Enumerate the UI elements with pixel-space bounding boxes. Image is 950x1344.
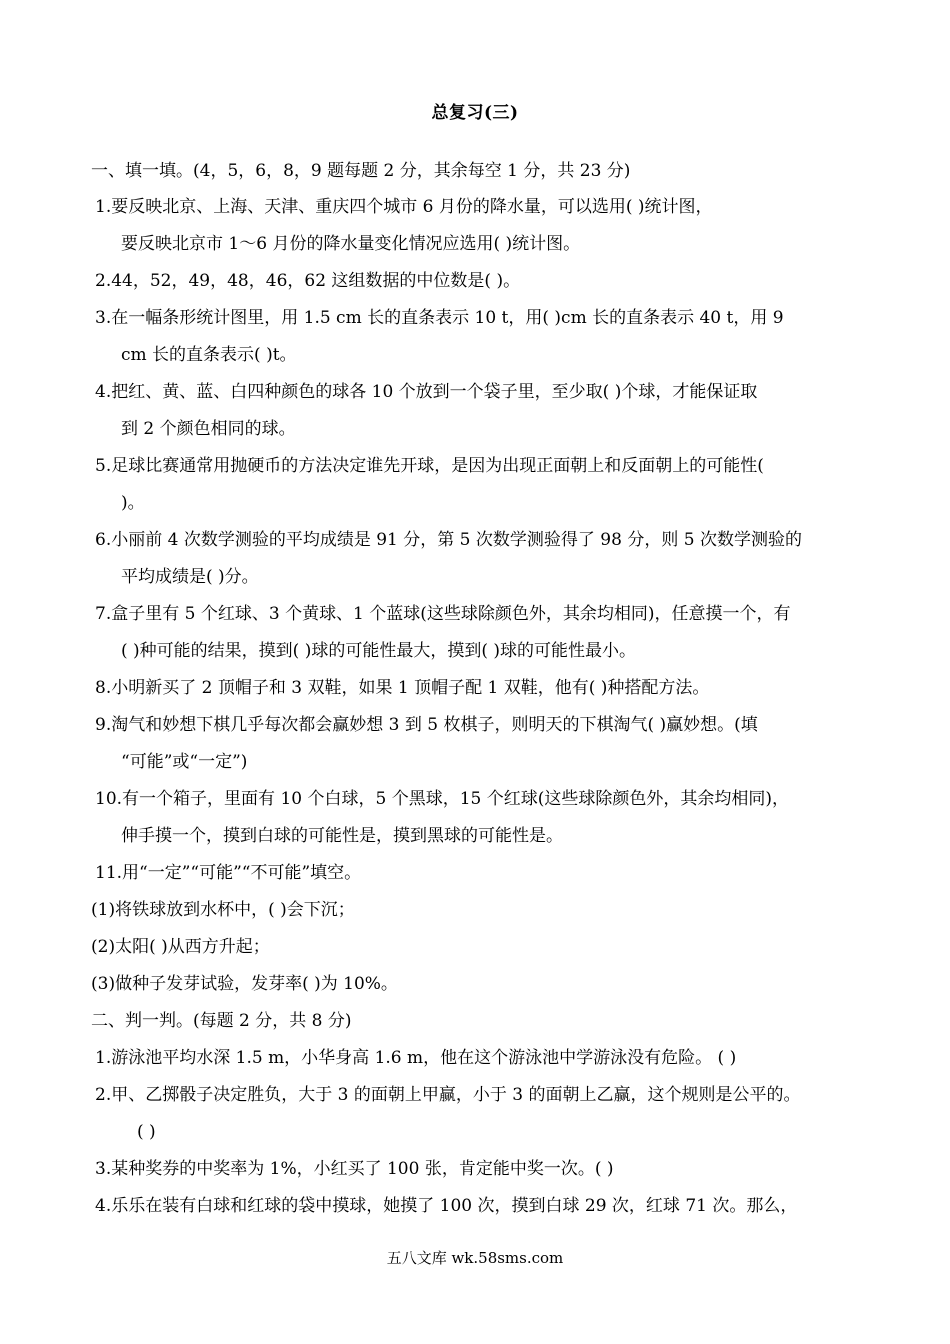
judge-question-2-line-2: ( ) [137, 1122, 156, 1142]
question-5-line-1: 5.足球比赛通常用抛硬币的方法决定谁先开球，是因为出现正面朝上和反面朝上的可能性( [95, 456, 764, 476]
question-7-line-2: ( )种可能的结果，摸到( )球的可能性最大，摸到( )球的可能性最小。 [121, 641, 637, 661]
question-11-sub-2: (2)太阳( )从西方升起； [91, 937, 270, 957]
question-10-line-1: 10.有一个箱子，里面有 10 个白球，5 个黑球，15 个红球(这些球除颜色外，其余均相同)， [95, 789, 789, 809]
question-10-line-2: 伸手摸一个，摸到白球的可能性是，摸到黑球的可能性是。 [121, 826, 563, 846]
section-heading-fill-in: 一、填一填。(4，5，6，8，9 题每题 2 分，其余每空 1 分，共 23 分) [91, 161, 631, 181]
question-4-line-2: 到 2 个颜色相同的球。 [121, 419, 296, 439]
judge-question-2-line-1: 2.甲、乙掷骰子决定胜负，大于 3 的面朝上甲赢，小于 3 的面朝上乙赢，这个规则是公平的。 [95, 1085, 801, 1105]
judge-question-3: 3.某种奖券的中奖率为 1%，小红买了 100 张，肯定能中奖一次。( ) [95, 1159, 614, 1179]
question-3-line-1: 3.在一幅条形统计图里，用 1.5 cm 长的直条表示 10 t，用( )cm 长的直条表示 40 t，用 9 [95, 308, 784, 328]
question-9-line-1: 9.淘气和妙想下棋几乎每次都会赢妙想 3 到 5 枚棋子，则明天的下棋淘气( )赢妙想。(填 [95, 715, 758, 735]
footer-watermark: 五八文库 wk.58sms.com [386, 1249, 564, 1267]
judge-question-1: 1.游泳池平均水深 1.5 m，小华身高 1.6 m，他在这个游泳池中学游泳没有危险。 ( ) [95, 1048, 737, 1068]
question-1-line-2: 要反映北京市 1～6 月份的降水量变化情况应选用( )统计图。 [121, 234, 581, 254]
question-8-line-1: 8.小明新买了 2 顶帽子和 3 双鞋，如果 1 顶帽子配 1 双鞋，他有( )种搭配方法。 [95, 678, 710, 698]
page-title: 总复习(三) [431, 103, 519, 123]
question-4-line-1: 4.把红、黄、蓝、白四种颜色的球各 10 个放到一个袋子里，至少取( )个球，才能保证取 [95, 382, 758, 402]
question-11-sub-3: (3)做种子发芽试验，发芽率( )为 10%。 [91, 974, 398, 994]
question-9-line-2: “可能”或“一定”) [121, 752, 248, 772]
question-5-line-2: )。 [121, 493, 145, 513]
question-2-line-1: 2.44，52，49，48，46，62 这组数据的中位数是( )。 [95, 271, 521, 291]
question-11-sub-1: (1)将铁球放到水杯中，( )会下沉； [91, 900, 355, 920]
question-7-line-1: 7.盒子里有 5 个红球、3 个黄球、1 个蓝球(这些球除颜色外，其余均相同)，任意摸一个，有 [95, 604, 791, 624]
question-6-line-1: 6.小丽前 4 次数学测验的平均成绩是 91 分，第 5 次数学测验得了 98 分，则 5 次数学测验的 [95, 530, 802, 550]
question-11-line-1: 11.用“一定”“可能”“不可能”填空。 [95, 863, 362, 883]
judge-question-4-line-1: 4.乐乐在装有白球和红球的袋中摸球，她摸了 100 次，摸到白球 29 次，红球 71 次。那么， [95, 1196, 798, 1216]
question-3-line-2: cm 长的直条表示( )t。 [121, 345, 297, 365]
section-heading-true-false: 二、判一判。(每题 2 分，共 8 分) [91, 1011, 352, 1031]
question-6-line-2: 平均成绩是( )分。 [121, 567, 259, 587]
question-1-line-1: 1.要反映北京、上海、天津、重庆四个城市 6 月份的降水量，可以选用( )统计图， [95, 197, 713, 217]
